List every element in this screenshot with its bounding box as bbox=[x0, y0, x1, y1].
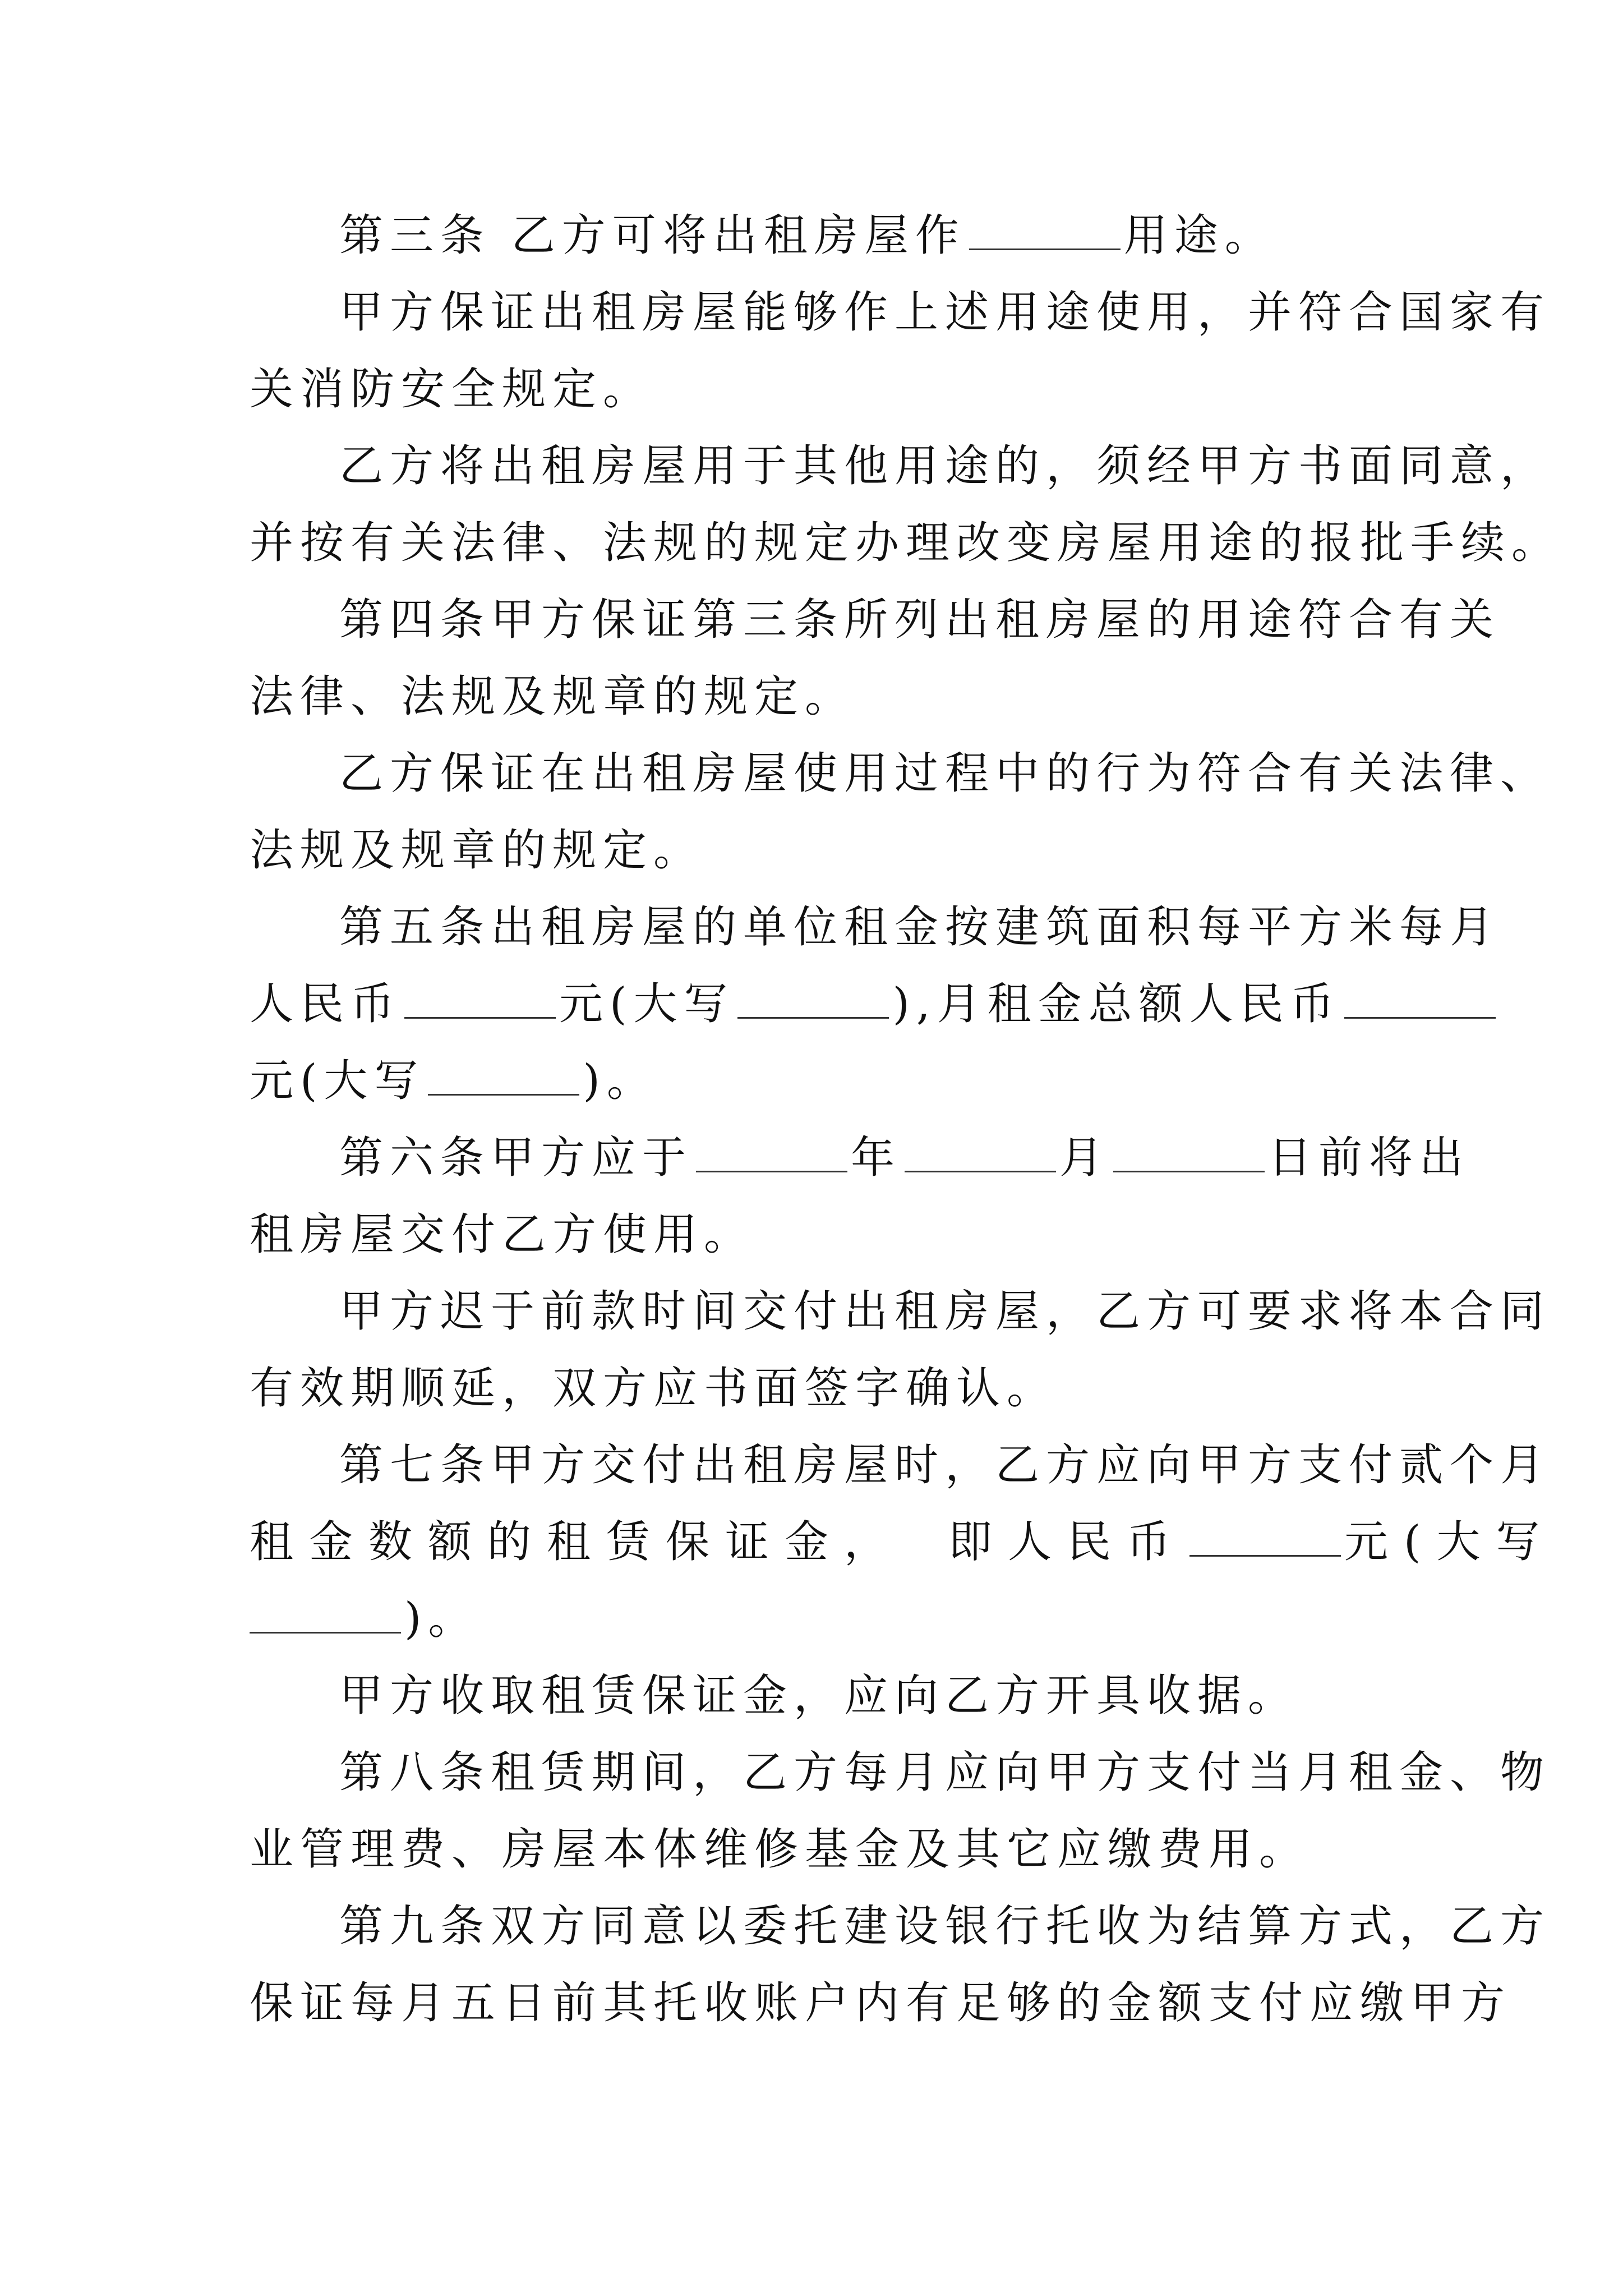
text-segment: 日前将出 bbox=[1268, 1133, 1470, 1183]
text-segment: 关消防安全规定。 bbox=[250, 364, 654, 415]
line-10 bbox=[250, 889, 1501, 966]
text-segment: 年 bbox=[851, 1133, 902, 1183]
text-segment: 乙方保证在出租房屋使用过程中的行为符合有关法律、 bbox=[339, 748, 1551, 799]
line-3 bbox=[250, 351, 1394, 428]
text-segment: 有效期顺延，双方应书面签字确认。 bbox=[250, 1363, 1058, 1414]
blank-field bbox=[1113, 1137, 1265, 1172]
text-segment: 甲方保证出租房屋能够作上述用途使用，并符合国家有 bbox=[339, 287, 1551, 338]
line-8 bbox=[250, 735, 1551, 812]
text-segment: 第四条甲方保证第三条所列出租房屋的用途符合有关 bbox=[339, 595, 1501, 645]
blank-field bbox=[1344, 983, 1496, 1019]
line-9 bbox=[250, 812, 1394, 889]
line-24 bbox=[250, 1965, 1512, 2042]
text-segment: 人民币 bbox=[250, 979, 402, 1029]
line-2 bbox=[250, 274, 1551, 351]
line-7 bbox=[250, 659, 1394, 735]
document-body bbox=[250, 197, 1562, 2042]
text-segment: 甲方收取租赁保证金，应向乙方开具收据。 bbox=[339, 1671, 1299, 1721]
blank-field bbox=[404, 983, 556, 1019]
line-14 bbox=[250, 1197, 1394, 1273]
text-segment: 第三条 乙方可将出租房屋作 bbox=[339, 210, 966, 261]
text-segment: )。 bbox=[583, 1056, 657, 1106]
line-5 bbox=[250, 505, 1562, 582]
text-segment: 月 bbox=[1059, 1133, 1110, 1183]
line-4 bbox=[250, 428, 1551, 505]
text-segment: 乙方将出租房屋用于其他用途的，须经甲方书面同意， bbox=[339, 441, 1551, 491]
text-segment: 第六条甲方应于 bbox=[339, 1133, 693, 1183]
text-segment: 用途。 bbox=[1123, 210, 1275, 261]
line-13 bbox=[250, 1120, 1470, 1197]
line-23 bbox=[250, 1888, 1551, 1965]
blank-field bbox=[696, 1137, 847, 1172]
line-1 bbox=[250, 197, 1394, 274]
text-segment: 并按有关法律、法规的规定办理改变房屋用途的报批手续。 bbox=[250, 518, 1562, 568]
text-segment: 即人民币 bbox=[948, 1517, 1187, 1567]
line-19 bbox=[250, 1581, 1394, 1658]
text-segment: 业管理费、房屋本体维修基金及其它应缴费用。 bbox=[250, 1824, 1310, 1875]
text-segment: 第五条出租房屋的单位租金按建筑面积每平方米每月 bbox=[339, 902, 1501, 953]
text-segment: 法律、法规及规章的规定。 bbox=[250, 671, 856, 722]
line-6 bbox=[250, 582, 1501, 659]
blank-field bbox=[905, 1137, 1056, 1172]
line-21 bbox=[250, 1734, 1551, 1811]
line-11 bbox=[250, 966, 1394, 1043]
line-18 bbox=[250, 1504, 1556, 1581]
line-15 bbox=[250, 1273, 1551, 1350]
blank-field bbox=[428, 1060, 579, 1096]
blank-field bbox=[737, 983, 889, 1019]
text-segment: )。 bbox=[404, 1594, 479, 1644]
line-12 bbox=[250, 1043, 1394, 1120]
blank-field bbox=[969, 215, 1121, 250]
text-segment: 甲方迟于前款时间交付出租房屋，乙方可要求将本合同 bbox=[339, 1286, 1551, 1337]
text-segment: 保证每月五日前其托收账户内有足够的金额支付应缴甲方 bbox=[250, 1978, 1512, 2028]
line-16 bbox=[250, 1350, 1394, 1427]
text-segment: 第七条甲方交付出租房屋时，乙方应向甲方支付贰个月 bbox=[339, 1440, 1551, 1490]
text-segment: 租金数额的租赁保证金， bbox=[250, 1517, 904, 1567]
text-segment: 元(大写 bbox=[559, 979, 735, 1029]
line-17 bbox=[250, 1427, 1551, 1504]
text-segment: ),月租金总额人民币 bbox=[892, 979, 1341, 1029]
text-segment: 元(大写 bbox=[1344, 1517, 1556, 1567]
text-segment: 法规及规章的规定。 bbox=[250, 825, 704, 876]
text-segment: 元(大写 bbox=[250, 1056, 425, 1106]
text-segment: 第九条双方同意以委托建设银行托收为结算方式，乙方 bbox=[339, 1901, 1551, 1952]
blank-field bbox=[1189, 1521, 1341, 1557]
line-20 bbox=[250, 1658, 1394, 1734]
blank-field bbox=[250, 1598, 401, 1634]
text-segment: 第八条租赁期间，乙方每月应向甲方支付当月租金、物 bbox=[339, 1747, 1551, 1798]
line-22 bbox=[250, 1811, 1394, 1888]
text-segment: 租房屋交付乙方使用。 bbox=[250, 1209, 755, 1260]
